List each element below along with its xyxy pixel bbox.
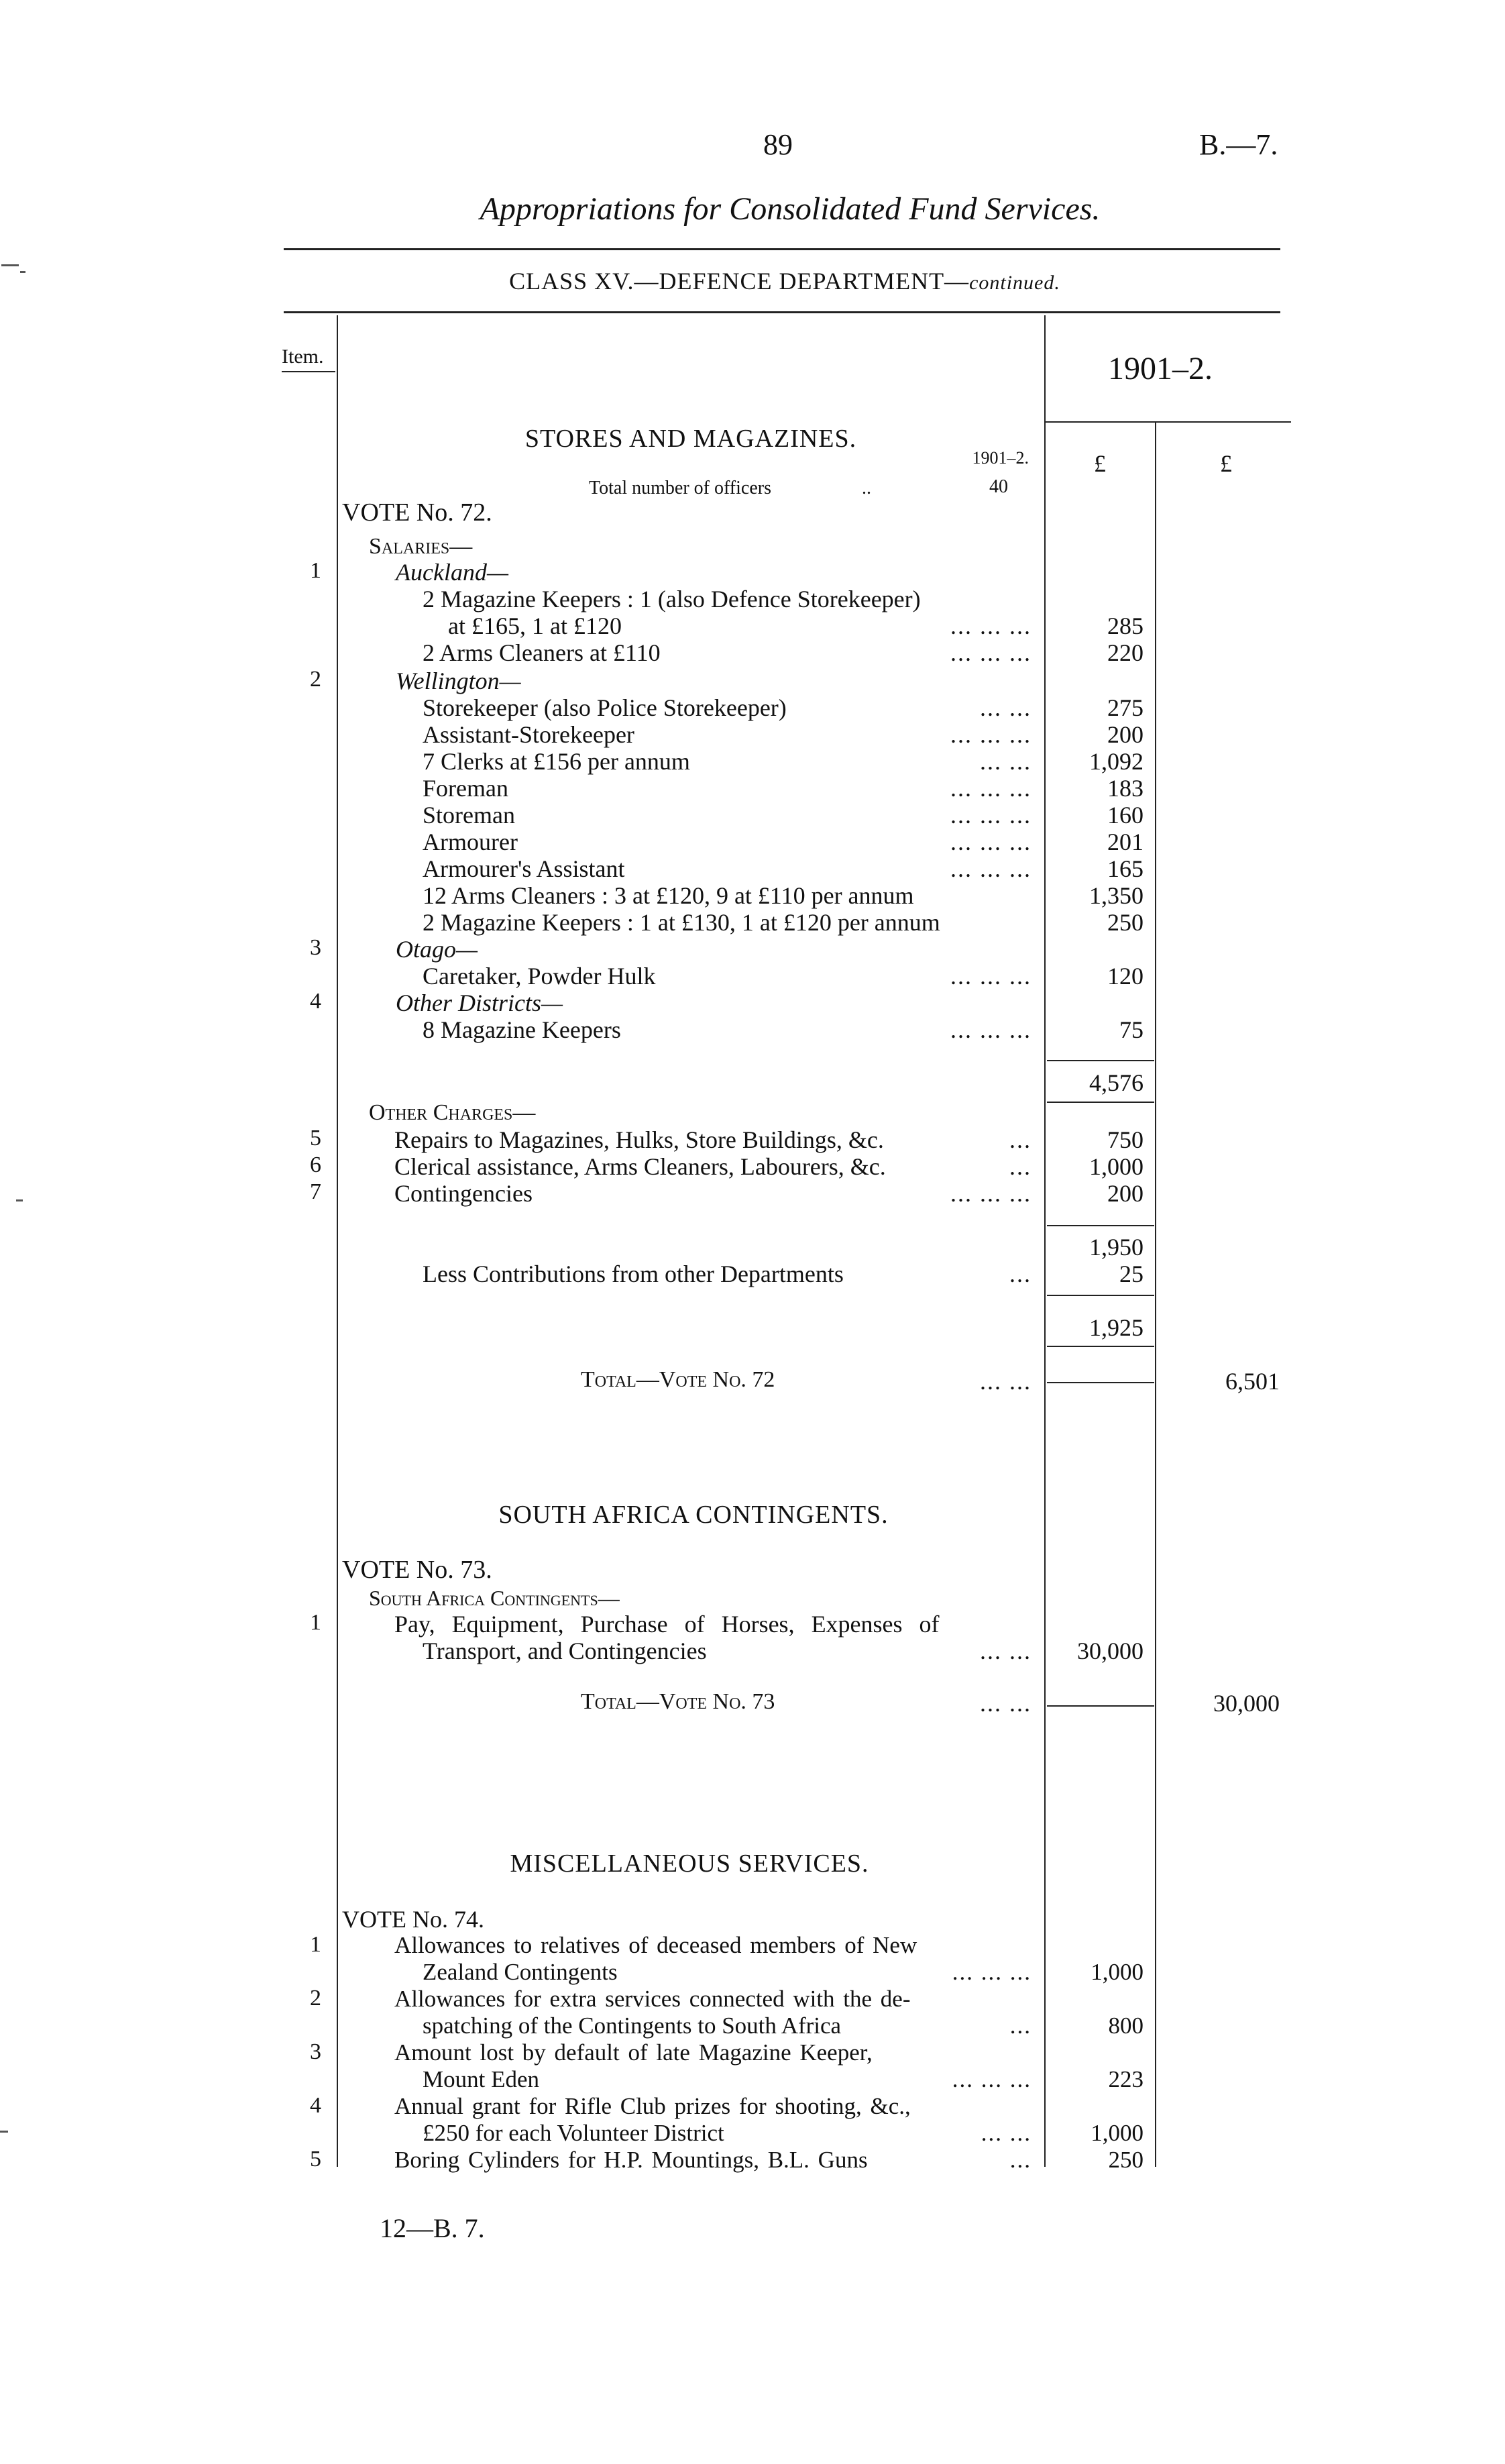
- salaries-rule-bottom: [1047, 1102, 1154, 1103]
- header-rule-top: [284, 248, 1280, 250]
- item-number: 7: [310, 1179, 321, 1204]
- leader-dots: ... ... ...: [950, 775, 1032, 802]
- leader-dots: ...: [1009, 2013, 1032, 2039]
- section-heading-stores: STORES AND MAGAZINES.: [524, 425, 857, 453]
- officers-label: Total number of officers: [589, 478, 771, 498]
- class-title-continued: continued.: [969, 272, 1060, 294]
- salary-description: 8 Magazine Keepers: [423, 1016, 621, 1043]
- section-heading-south-africa: SOUTH AFRICA CONTINGENTS.: [498, 1501, 889, 1529]
- salary-description: Storekeeper (also Police Storekeeper): [423, 694, 787, 721]
- leader-dots: ... ... ...: [952, 1959, 1032, 1985]
- vote-72-total-rule: [1047, 1382, 1154, 1383]
- salary-description: 2 Magazine Keepers : 1 at £130, 1 at £120 per annum: [423, 909, 940, 936]
- vote-74-label: VOTE No. 74.: [342, 1906, 484, 1933]
- other-charge-description: Repairs to Magazines, Hulks, Store Buildings, &c.: [394, 1126, 884, 1153]
- item-number: 5: [310, 2147, 321, 2172]
- other-charge-description: Contingencies: [394, 1180, 533, 1207]
- amount-column-rule: [1155, 423, 1156, 2167]
- item-column-rule: [337, 315, 338, 2167]
- vote-73-description-line1: Pay, Equipment, Purchase of Horses, Expenses of: [394, 1611, 940, 1638]
- item-number: 2: [310, 1986, 321, 2011]
- misc-description-line2: Zealand Contingents: [423, 1959, 618, 1985]
- vote-73-total-dots: ... ...: [980, 1690, 1032, 1717]
- salary-description: Storeman: [423, 802, 515, 828]
- other-rule-bottom: [1047, 1346, 1154, 1347]
- leader-dots: ... ... ...: [950, 639, 1032, 666]
- other-charge-amount: 750: [1107, 1126, 1144, 1153]
- vote-72-total-dots: ... ...: [980, 1368, 1032, 1395]
- misc-amount: 1,000: [1091, 1959, 1144, 1985]
- leader-dots: ... ... ...: [950, 721, 1032, 748]
- header-rule-bottom: [284, 311, 1280, 313]
- leader-dots: ...: [1009, 2147, 1032, 2173]
- leader-dots: ... ...: [980, 694, 1032, 721]
- year-header-rule: [1044, 421, 1291, 423]
- salary-amount: 275: [1107, 694, 1144, 721]
- leader-dots: ... ... ...: [950, 1180, 1032, 1207]
- item-number: 1: [310, 558, 321, 583]
- less-contributions-dots: ...: [1009, 1261, 1032, 1287]
- salary-amount: 285: [1107, 612, 1144, 639]
- less-contributions-amount: 25: [1119, 1261, 1144, 1287]
- salary-amount: 183: [1107, 775, 1144, 802]
- district-heading: Other Districts—: [396, 989, 563, 1016]
- leader-dots: ... ... ...: [950, 855, 1032, 882]
- salary-amount: 220: [1107, 639, 1144, 666]
- salary-amount: 1,092: [1089, 748, 1144, 775]
- vote-72-total-label: Total—Vote No. 72: [581, 1367, 775, 1392]
- district-heading: Wellington—: [396, 667, 521, 694]
- other-charges-label: Other Charges—: [369, 1100, 536, 1125]
- leader-dots: ... ... ...: [950, 963, 1032, 989]
- salary-amount: 250: [1107, 909, 1144, 936]
- leader-dots: ... ... ...: [952, 2066, 1032, 2092]
- salary-description: 2 Arms Cleaners at £110: [423, 639, 661, 666]
- misc-description-line2: Mount Eden: [423, 2066, 540, 2092]
- vote-73-leader-dots: ... ...: [980, 1638, 1032, 1664]
- item-number: 3: [310, 2039, 321, 2064]
- salary-description: Foreman: [423, 775, 508, 802]
- year-header: 1901–2.: [1108, 351, 1213, 386]
- leader-dots: ... ... ...: [950, 612, 1032, 639]
- misc-amount: 1,000: [1091, 2120, 1144, 2146]
- salary-description: Armourer: [423, 828, 518, 855]
- class-title: [509, 267, 1060, 295]
- salary-amount: 75: [1119, 1016, 1144, 1043]
- class-title-text: CLASS XV.—DEFENCE DEPARTMENT—: [509, 268, 970, 294]
- salary-amount: 165: [1107, 855, 1144, 882]
- item-number: 5: [310, 1126, 321, 1150]
- leader-dots: ... ... ...: [950, 828, 1032, 855]
- south-africa-contingents-label: South Africa Contingents—: [369, 1586, 620, 1610]
- vote-73-total-rule: [1047, 1705, 1154, 1707]
- misc-description-line2: £250 for each Volunteer District: [423, 2120, 724, 2146]
- salary-amount: 160: [1107, 802, 1144, 828]
- salary-amount: 120: [1107, 963, 1144, 989]
- misc-description-line2: spatching of the Contingents to South Africa: [423, 2013, 842, 2039]
- officers-leader-dots: ..: [862, 478, 871, 498]
- leader-dots: ... ...: [980, 748, 1032, 775]
- district-heading: Auckland—: [396, 559, 508, 586]
- other-charge-amount: 200: [1107, 1180, 1144, 1207]
- scan-mark: [1, 264, 19, 266]
- salary-description: Caretaker, Powder Hulk: [423, 963, 656, 989]
- description-column-rule: [1044, 315, 1046, 2167]
- item-column-header: Item.: [282, 345, 324, 368]
- salary-description: 2 Magazine Keepers : 1 (also Defence Storekeeper): [423, 586, 921, 612]
- other-charge-amount: 1,000: [1089, 1153, 1144, 1180]
- item-number: 3: [310, 935, 321, 960]
- salary-description: Assistant-Storekeeper: [423, 721, 634, 748]
- leader-dots: ...: [1009, 1153, 1032, 1180]
- vote-73-total-label: Total—Vote No. 73: [581, 1689, 775, 1714]
- vote-73-description-line2: Transport, and Contingencies: [423, 1638, 707, 1664]
- scan-mark: [16, 1199, 23, 1201]
- page-title: Appropriations for Consolidated Fund Services.: [480, 191, 1101, 227]
- salary-amount: 1,350: [1089, 882, 1144, 909]
- district-heading: Otago—: [396, 936, 478, 963]
- salary-amount: 201: [1107, 828, 1144, 855]
- scan-mark: [20, 271, 25, 273]
- vote-72-total: 6,501: [1225, 1368, 1280, 1395]
- leader-dots: ... ... ...: [950, 802, 1032, 828]
- other-charge-description: Clerical assistance, Arms Cleaners, Labourers, &c.: [394, 1153, 886, 1180]
- misc-description-line1: Boring Cylinders for H.P. Mountings, B.L. Guns: [394, 2147, 868, 2173]
- officers-count: 40: [989, 476, 1008, 497]
- section-heading-miscellaneous: MISCELLANEOUS SERVICES.: [510, 1850, 869, 1878]
- salaries-total: 4,576: [1089, 1069, 1144, 1096]
- misc-description-line1: Annual grant for Rifle Club prizes for shooting, &c.,: [394, 2093, 911, 2119]
- pound-sign-column-2: £: [1220, 450, 1232, 477]
- document-reference: B.—7.: [1199, 128, 1278, 161]
- item-header-rule: [282, 371, 335, 372]
- other-rule-middle: [1047, 1295, 1154, 1296]
- misc-amount: 250: [1108, 2147, 1144, 2173]
- item-number: 6: [310, 1153, 321, 1177]
- misc-description-line1: Allowances to relatives of deceased members of New: [394, 1932, 917, 1958]
- vote-73-amount: 30,000: [1077, 1638, 1144, 1664]
- salaries-label: Salaries—: [369, 534, 473, 559]
- misc-amount: 223: [1108, 2066, 1144, 2092]
- salaries-rule-top: [1047, 1060, 1154, 1061]
- salary-description: 12 Arms Cleaners : 3 at £120, 9 at £110 per annum: [423, 882, 914, 909]
- leader-dots: ... ... ...: [950, 1016, 1032, 1043]
- vote-73-item-number: 1: [310, 1610, 321, 1635]
- other-rule-top: [1047, 1225, 1154, 1226]
- scan-mark: [0, 2131, 8, 2133]
- item-number: 4: [310, 2093, 321, 2118]
- leader-dots: ... ...: [981, 2120, 1032, 2146]
- leader-dots: ...: [1009, 1126, 1032, 1153]
- page-number: 89: [763, 128, 793, 161]
- other-subtotal: 1,950: [1089, 1234, 1144, 1261]
- vote-72-label: VOTE No. 72.: [342, 498, 492, 527]
- other-total: 1,925: [1089, 1314, 1144, 1341]
- salary-description: at £165, 1 at £120: [448, 612, 622, 639]
- officers-year: 1901–2.: [972, 448, 1029, 468]
- misc-amount: 800: [1108, 2013, 1144, 2039]
- vote-73-label: VOTE No. 73.: [342, 1556, 492, 1584]
- item-number: 1: [310, 1932, 321, 1957]
- less-contributions-label: Less Contributions from other Departments: [423, 1261, 844, 1287]
- item-number: 4: [310, 989, 321, 1014]
- salary-amount: 200: [1107, 721, 1144, 748]
- misc-description-line1: Amount lost by default of late Magazine Keeper,: [394, 2039, 873, 2066]
- salary-description: 7 Clerks at £156 per annum: [423, 748, 690, 775]
- pound-sign-column-1: £: [1094, 450, 1106, 477]
- misc-description-line1: Allowances for extra services connected with the de-: [394, 1986, 911, 2012]
- vote-73-total: 30,000: [1213, 1690, 1280, 1717]
- item-number: 2: [310, 667, 321, 692]
- salary-description: Armourer's Assistant: [423, 855, 625, 882]
- footer-signature: 12—B. 7.: [380, 2213, 485, 2243]
